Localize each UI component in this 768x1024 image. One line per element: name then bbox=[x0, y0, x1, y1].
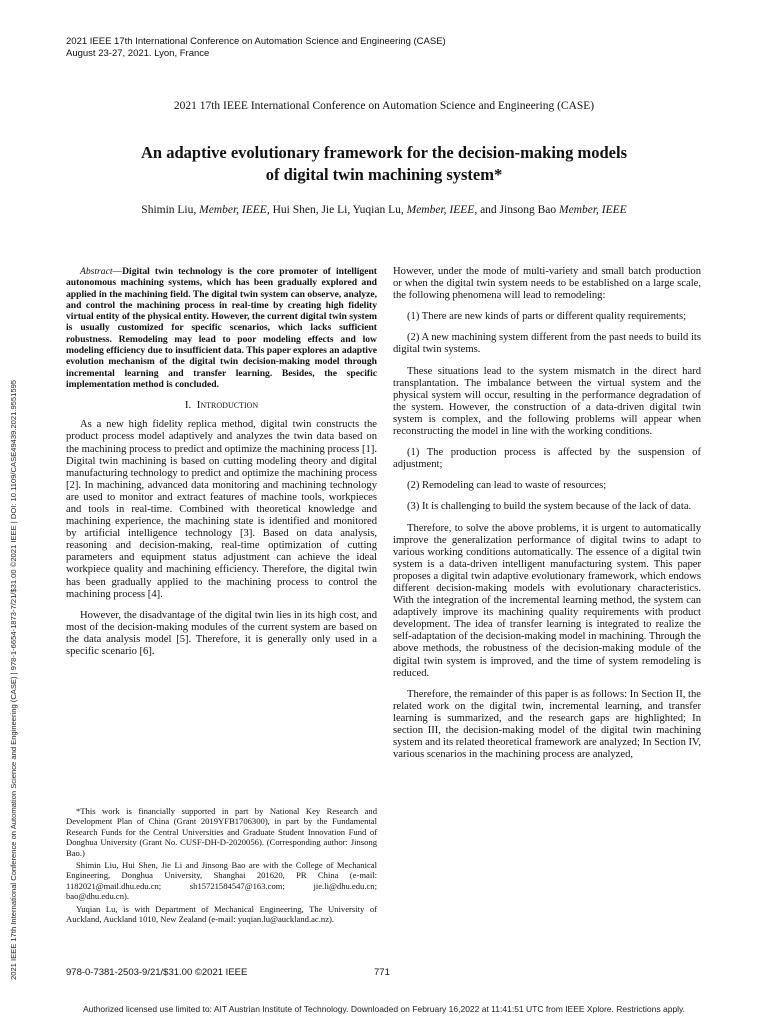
author-role: Member, IEEE, bbox=[196, 204, 270, 216]
section-heading bbox=[66, 399, 377, 411]
body-paragraph: Therefore, the remainder of this paper is as follows: In Section II, the related work on the digital twin, incremental learning, and transfer learning is summarized, and the research gaps are highlighted; In section III, the decision-making model of the digital twin machining system and its related theoretical framework are analyzed; In Section IV, various scenarios in the machining process are analyzed, bbox=[393, 688, 701, 761]
list-item: (3) It is challenging to build the system because of the lack of data. bbox=[407, 501, 692, 513]
author-list bbox=[100, 203, 668, 218]
conference-line: 2021 17th IEEE International Conference on Automation Science and Engineering (CASE) bbox=[173, 100, 595, 112]
paper-title-line2: of digital twin machining system* bbox=[265, 165, 503, 184]
conference-header-line2: August 23-27, 2021. Lyon, France bbox=[66, 48, 210, 59]
author-role: Member, IEEE, bbox=[403, 204, 478, 216]
list-item: (1) There are new kinds of parts or different quality requirements; bbox=[407, 311, 687, 323]
page-number: 771 bbox=[374, 967, 390, 978]
body-paragraph: Therefore, to solve the above problems, it is urgent to automatically improve the generalization performance of digital twins to adapt to various working conditions automatically. The essence of a digital twin system is a data-driven intelligent manufacturing system. This paper proposes a digital twin adaptive evolutionary framework, which endows different decision-making models with evolutionary characteristics. With the integration of the incremental learning method, the system can adaptively improve its machining quality requirements with product development. The idea of transfer learning is integrated to realize the self-adaptation of the decision-making model in machining. Through the above methods, the robustness of the decision-making module of the digital twin system is improved, and the time of system remodeling is reduced. bbox=[393, 522, 701, 679]
conference-header bbox=[66, 36, 446, 60]
author-role: Member, IEEE bbox=[556, 204, 627, 216]
license-notice: Authorized licensed use limited to: AIT Austrian Institute of Technology. Downloaded on February 16,2022 at 11:41:51 UTC from IEEE Xplore. Restrictions apply. bbox=[82, 1004, 686, 1014]
footnotes bbox=[66, 806, 377, 926]
footer-isbn: 978-0-7381-2503-9/21/$31.00 ©2021 IEEE bbox=[66, 967, 248, 978]
left-column bbox=[66, 266, 377, 667]
section-title: Introduction bbox=[196, 399, 259, 412]
abstract-label: Abstract bbox=[80, 266, 113, 277]
author-name: and Jinsong Bao bbox=[477, 204, 557, 216]
abstract-dash: — bbox=[112, 266, 123, 277]
list-item: (2) Remodeling can lead to waste of resources; bbox=[407, 480, 607, 492]
footnote-affiliation: Shimin Liu, Hui Shen, Jie Li and Jinsong Bao are with the College of Mechanical Engineering, Donghua University, Shanghai 201620, PR China (e-mail: 1182021@mail.dhu.edu.cn; sh15721584547@163.com; jie.li@dhu.edu.cn; bao@dhu.edu.cn). bbox=[66, 860, 377, 902]
body-paragraph: As a new high fidelity replica method, digital twin constructs the product process model adaptively and analyzes the twin data based on the machining process to predict and optimize the machining process [1]. Digital twin machining is based on cutting modeling theory and digital manufacturing technology to predict and optimize the machining process [2]. In machining, advanced data monitoring and machining technology are used to monitor and extract features of machine tools, workpieces and tools in real-time. Combined with theoretical knowledge and machining experience, the machining state is identified and monitored by artificial intelligence technology [3]. Based on data analysis, reasoning and decision-making, real-time optimization of cutting parameters and equipment status adjustment can achieve the ideal workpiece quality and machining efficiency. Therefore, the digital twin has been gradually applied to the machining process to control the machining process [4]. bbox=[66, 419, 377, 600]
abstract bbox=[66, 266, 377, 390]
list-item: (2) A new machining system different from the past needs to build its digital twin systems. bbox=[393, 332, 701, 356]
paper-title bbox=[60, 142, 708, 186]
abstract-text: Digital twin technology is the core promoter of intelligent autonomous machining systems, which has been gradually explored and applied in the machining field. The digital twin system can observe, analyze, and control the machining process in real-time by creating high fidelity virtual entity of the physical entity. However, the current digital twin system is usually customized for specific scenarios, which lacks sufficient robustness. Remodeling may lead to poor modeling effects and low modeling efficiency due to insufficient data. This paper explores an adaptive evolution mechanism of the digital twin decision-making model through incremental learning and transfer learning. Besides, the specific implementation method is concluded. bbox=[66, 266, 378, 390]
footnote-affiliation: Yuqian Lu, is with Department of Mechanical Engineering, The University of Auckland, Auckland 1010, New Zealand (e-mail: yuqian.lu@auckland.ac.nz). bbox=[66, 903, 377, 925]
paper-title-line1: An adaptive evolutionary framework for the decision-making models bbox=[141, 143, 627, 162]
conference-header-line1: 2021 IEEE 17th International Conference on Automation Science and Engineering (CASE) bbox=[66, 36, 446, 47]
side-doi-stamp: 2021 IEEE 17th International Conference on Automation Science and Engineering (CASE) | 978-1-6654-1873-7/21/$31.00 ©2021 IEEE | DOI: 10.1109/CASE49439.2021.9551595 bbox=[9, 379, 18, 980]
body-paragraph: These situations lead to the system mismatch in the direct hard transplantation. The imbalance between the virtual system and the physical system will occur, resulting in the performance degradation of the system. However, the construction of a data-driven digital twin system is complex, and the following problems will appear when reconstructing the model in line with the working conditions. bbox=[393, 365, 701, 438]
section-number: I. bbox=[184, 399, 192, 412]
body-paragraph: However, under the mode of multi-variety and small batch production or when the digital twin system needs to be established on a large scale, the following phenomena will lead to remodeling: bbox=[393, 266, 701, 302]
author-name: Hui Shen, Jie Li, Yuqian Lu, bbox=[269, 204, 404, 216]
right-column bbox=[393, 266, 701, 770]
list-item: (1) The production process is affected by the suspension of adjustment; bbox=[393, 447, 701, 471]
author-name: Shimin Liu, bbox=[141, 204, 197, 216]
body-paragraph: However, the disadvantage of the digital twin lies in its high cost, and most of the decision-making modules of the current system are based on the data analysis model [5]. Therefore, it is generally only used in a specific scenario [6]. bbox=[66, 609, 377, 658]
footnote-funding: *This work is financially supported in part by National Key Research and Development Plan of China (Grant 2019YFB1706300), in part by the Fundamental Research Funds for the Central Universities and Graduate Student Innovation Fund of Donghua University (Grant No. CUSF-DH-D-2020056). (Corresponding author: Jinsong Bao.) bbox=[66, 806, 377, 858]
